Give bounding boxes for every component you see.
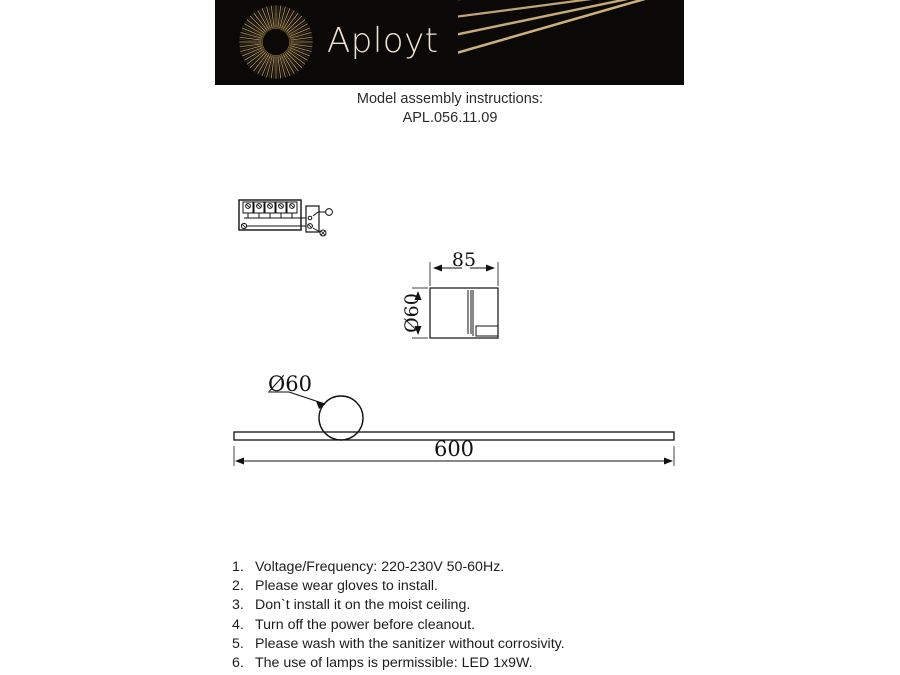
brand-wordmark: Aployt bbox=[327, 21, 439, 61]
page-title bbox=[0, 90, 900, 128]
instruction-item bbox=[232, 577, 712, 596]
instruction-item bbox=[232, 654, 712, 673]
instruction-number: 1. bbox=[232, 559, 244, 575]
instruction-number: 4. bbox=[232, 616, 244, 633]
instructions-list bbox=[232, 558, 712, 673]
side-view-height-label: Ø60 bbox=[401, 293, 423, 333]
instruction-text: Please wash with the sanitizer without corrosivity. bbox=[255, 635, 565, 652]
instruction-number: 5. bbox=[232, 635, 244, 652]
instruction-text: Don`t install it on the moist ceiling. bbox=[255, 597, 471, 614]
front-view-drawing bbox=[234, 392, 674, 466]
instruction-text: Voltage/Frequency: 220-230V 50-60Hz. bbox=[255, 559, 505, 575]
terminal-block-wiring-diagram bbox=[239, 200, 332, 236]
front-view-diameter-label: Ø60 bbox=[268, 372, 312, 396]
instruction-item bbox=[232, 616, 712, 635]
instruction-number: 6. bbox=[232, 655, 244, 672]
instruction-text: The use of lamps is permissible: LED 1x9W. bbox=[255, 655, 533, 672]
front-view-length-label: 600 bbox=[433, 437, 475, 461]
instruction-item bbox=[232, 596, 712, 615]
instruction-text: Turn off the power before cleanout. bbox=[255, 616, 476, 633]
instruction-number: 3. bbox=[232, 597, 244, 614]
instruction-item bbox=[232, 635, 712, 654]
side-view-width-label: 85 bbox=[451, 249, 477, 271]
instruction-number: 2. bbox=[232, 578, 244, 595]
brand-banner bbox=[215, 0, 684, 85]
instruction-item bbox=[232, 558, 712, 577]
side-view-drawing bbox=[412, 262, 498, 338]
sunburst-logo-icon bbox=[237, 3, 315, 81]
radiating-rays-icon bbox=[458, 0, 684, 85]
instruction-text: Please wear gloves to install. bbox=[255, 578, 438, 595]
model-code: APL.056.11.09 bbox=[402, 110, 498, 126]
page-title-text: Model assembly instructions: bbox=[356, 91, 544, 107]
